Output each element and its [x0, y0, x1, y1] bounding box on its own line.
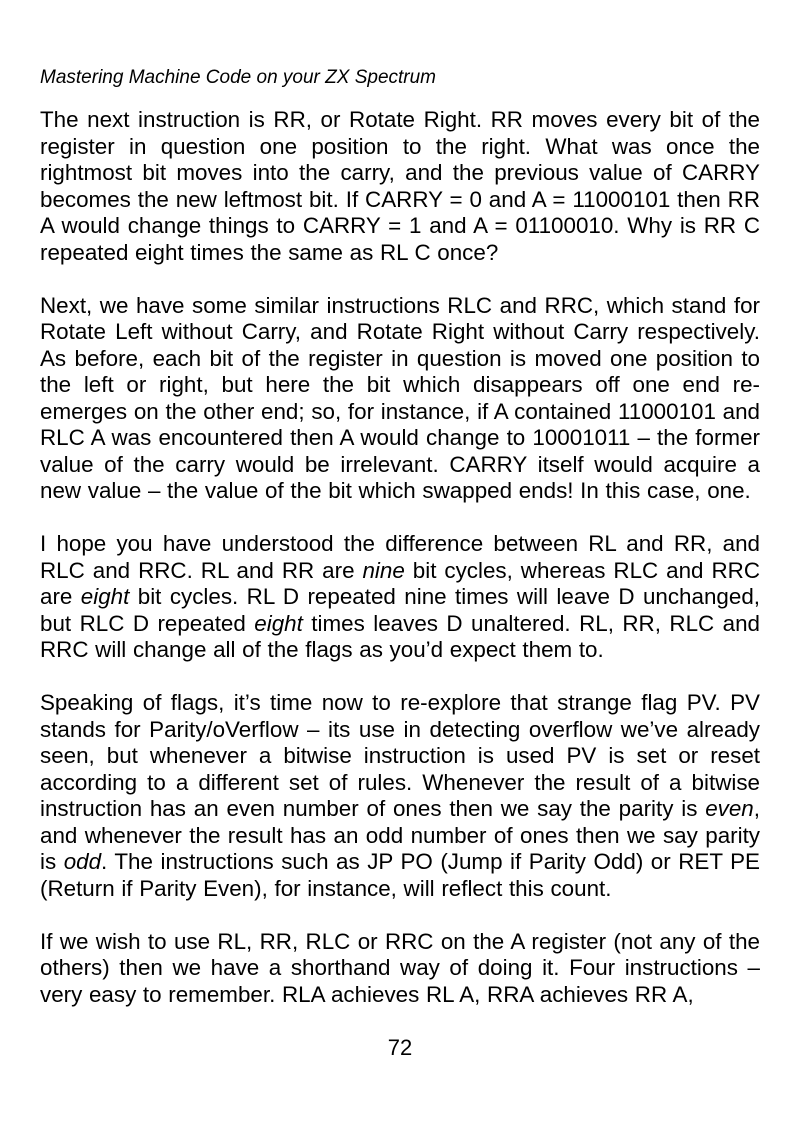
page-number: 72 — [387, 1034, 413, 1060]
paragraph-bit-cycles: I hope you have understood the difference between RL and RR, and RLC and RRC. RL and RR are nine bit cycles, whereas RLC and RRC are eight bit cycles. RL D repeated nine times will leave D unchanged, but RLC D repeated eight times leaves D unaltered. RL, RR, RLC and RRC will change all of the flags as you’d expect them to. — [40, 531, 760, 662]
paragraph-rr-rotate-right: The next instruction is RR, or Rotate Right. RR moves every bit of the register in question one position to the right. What was once the rightmost bit moves into the carry, and the previous value of CARRY becomes the new leftmost bit. If CARRY = 0 and A = 11000101 then RR A would change things to CARRY = 1 and A = 01100010. Why is RR C repeated eight times the same as RL C once? — [40, 107, 760, 265]
paragraph-rlc-rrc: Next, we have some similar instructions RLC and RRC, which stand for Rotate Left without Carry, and Rotate Right without Carry respectively. As before, each bit of the register in question is moved one position to the left or right, but here the bit which disappears off one end re-emerges on the other end; so, for instance, if A contained 11000101 and RLC A was encountered then A would change to 10001011 – the former value of the carry would be irrelevant. CARRY itself would acquire a new value – the value of the bit which swapped ends! In this case, one. — [40, 292, 760, 503]
page-body — [40, 107, 760, 1008]
paragraph-shorthand: If we wish to use RL, RR, RLC or RRC on the A register (not any of the others) then we have a shorthand way of doing it. Four instructions – very easy to remember. RLA achieves RL A, RRA achieves RR A, — [40, 928, 760, 1007]
running-header: Mastering Machine Code on your ZX Spectrum — [40, 67, 437, 88]
paragraph-pv-flag: Speaking of flags, it’s time now to re-explore that strange flag PV. PV stands for Parity/oVerflow – its use in detecting overflow we’ve already seen, but whenever a bitwise instruction is used PV is set or reset according to a different set of rules. Whenever the result of a bitwise instruction has an even number of ones then we say the parity is even, and whenever the result has an odd number of ones then we say parity is odd. The instructions such as JP PO (Jump if Parity Odd) or RET PE (Return if Parity Even), for instance, will reflect this count. — [40, 690, 760, 901]
